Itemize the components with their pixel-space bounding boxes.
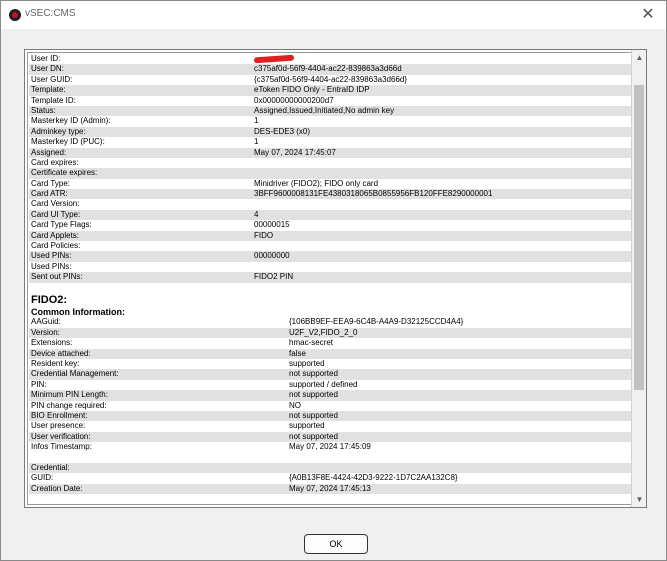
detail-value: 4: [254, 209, 259, 219]
scroll-down-icon[interactable]: ▼: [635, 495, 644, 504]
detail-value: Minidriver (FIDO2); FIDO only card: [254, 178, 379, 188]
detail-value: not supported: [289, 410, 338, 420]
detail-key: User ID:: [31, 54, 61, 63]
detail-row: [29, 484, 631, 494]
detail-value: eToken FIDO Only - EntraID IDP: [254, 85, 370, 95]
detail-key: Version:: [31, 327, 60, 337]
detail-key: Infos Timestamp:: [31, 442, 92, 452]
detail-key: Card Type:: [31, 178, 70, 188]
redaction-mark: [254, 55, 294, 64]
window-title: vSEC:CMS: [25, 8, 76, 19]
detail-row: [29, 401, 631, 411]
detail-key: Credential Management:: [31, 369, 119, 379]
detail-key: Used PINs:: [31, 261, 72, 271]
common-info-heading: Common Information:: [31, 306, 125, 317]
detail-row: [29, 241, 631, 251]
detail-key: Creation Date:: [31, 483, 83, 493]
detail-row: [29, 158, 631, 168]
detail-key: Masterkey ID (Admin):: [31, 116, 111, 126]
detail-value: DES-EDE3 (x0): [254, 126, 311, 136]
dialog-body: [2, 29, 665, 560]
detail-value: supported / defined: [289, 379, 358, 389]
app-logo-icon: [9, 9, 21, 21]
detail-value: {c375af0d-56f9-4404-ac22-839863a3d66d}: [254, 74, 408, 84]
detail-key: Card Policies:: [31, 241, 81, 251]
detail-row: [29, 272, 631, 282]
detail-row: [29, 231, 631, 241]
detail-key: Credential:: [31, 462, 70, 472]
details-list: [27, 52, 631, 505]
detail-value: false: [289, 348, 306, 358]
detail-row: [29, 54, 631, 64]
detail-value: 00000000: [254, 251, 290, 261]
detail-key: Card Version:: [31, 199, 80, 209]
scroll-thumb[interactable]: [634, 85, 644, 390]
detail-value: not supported: [289, 369, 338, 379]
detail-key: Card ATR:: [31, 189, 68, 199]
detail-row: [29, 210, 631, 220]
detail-key: User presence:: [31, 421, 86, 431]
detail-value: Assigned,Issued,Initiated,No admin key: [254, 105, 395, 115]
detail-row: [29, 199, 631, 209]
detail-value: 0x00000000000200d7: [254, 95, 334, 105]
detail-key: Card Applets:: [31, 230, 80, 240]
detail-row: [29, 317, 631, 327]
detail-value: FIDO: [254, 230, 274, 240]
detail-row: [29, 179, 631, 189]
detail-row: [29, 75, 631, 85]
detail-row: [29, 349, 631, 359]
detail-key: Resident key:: [31, 358, 80, 368]
detail-key: Card Type Flags:: [31, 220, 92, 230]
detail-key: Card UI Type:: [31, 209, 81, 219]
detail-value: U2F_V2,FIDO_2_0: [289, 327, 358, 337]
detail-value: {106BB9EF-EEA9-6C4B-A4A9-D32125CCD4A4}: [289, 317, 464, 327]
details-rows: [29, 54, 631, 494]
detail-row: [29, 432, 631, 442]
detail-value: 00000015: [254, 220, 290, 230]
detail-value: supported: [289, 358, 325, 368]
scroll-up-icon[interactable]: ▲: [635, 53, 644, 62]
section-spacer: [29, 283, 631, 293]
detail-value: May 07, 2024 17:45:07: [254, 147, 336, 157]
detail-row: [29, 390, 631, 400]
detail-key: Adminkey type:: [31, 126, 86, 136]
detail-key: AAGuid:: [31, 317, 61, 327]
detail-row: [29, 251, 631, 261]
detail-row: [29, 473, 631, 483]
detail-key: Sent out PINs:: [31, 272, 83, 282]
detail-row: [29, 116, 631, 126]
detail-key: User verification:: [31, 431, 91, 441]
detail-row: [29, 168, 631, 178]
detail-key: Masterkey ID (PUC):: [31, 137, 105, 147]
detail-key: Card expires:: [31, 157, 79, 167]
detail-value: supported: [289, 421, 325, 431]
detail-row: [29, 220, 631, 230]
vertical-scrollbar[interactable]: [631, 50, 646, 507]
detail-key: Assigned:: [31, 147, 67, 157]
detail-value: May 07, 2024 17:45:13: [289, 483, 371, 493]
detail-key: Template ID:: [31, 95, 76, 105]
detail-key: PIN change required:: [31, 400, 107, 410]
detail-value: not supported: [289, 431, 338, 441]
detail-row: [29, 338, 631, 348]
detail-value: 1: [254, 116, 259, 126]
detail-row: [29, 96, 631, 106]
detail-key: Minimum PIN Length:: [31, 390, 108, 400]
detail-row: [29, 262, 631, 272]
detail-row: [29, 328, 631, 338]
redacted-value: [254, 54, 294, 64]
detail-row: [29, 359, 631, 369]
detail-row: [29, 148, 631, 158]
title-bar: [1, 1, 666, 29]
detail-row: [29, 369, 631, 379]
detail-row: [29, 137, 631, 147]
detail-row: [29, 463, 631, 473]
detail-value: NO: [289, 400, 301, 410]
detail-row: [29, 85, 631, 95]
detail-key: User GUID:: [31, 74, 73, 84]
detail-row: [29, 380, 631, 390]
detail-key: GUID:: [31, 473, 54, 483]
detail-value: 3BFF9600008131FE4380318065B0855956FB120FFE8290000001: [254, 189, 493, 199]
detail-value: c375af0d-56f9-4404-ac22-839863a3d66d: [254, 64, 402, 74]
detail-row: [29, 421, 631, 431]
detail-key: Device attached:: [31, 348, 91, 358]
section-spacer: [29, 452, 631, 462]
detail-row: [29, 442, 631, 452]
detail-key: Status:: [31, 105, 56, 115]
detail-row: [29, 189, 631, 199]
detail-row: [29, 106, 631, 116]
ok-button[interactable]: OK: [304, 534, 368, 554]
detail-key: Certificate expires:: [31, 168, 98, 178]
details-panel: [24, 49, 647, 508]
detail-value: {A0B13F8E-4424-42D3-9222-1D7C2AA132C8}: [289, 473, 458, 483]
detail-value: not supported: [289, 390, 338, 400]
detail-key: Used PINs:: [31, 251, 72, 261]
detail-key: Extensions:: [31, 338, 73, 348]
close-button[interactable]: ✕: [641, 6, 655, 23]
detail-value: May 07, 2024 17:45:09: [289, 442, 371, 452]
detail-row: [29, 64, 631, 74]
detail-value: 1: [254, 137, 259, 147]
detail-row: [29, 127, 631, 137]
fido2-heading: FIDO2:: [31, 293, 68, 306]
detail-key: BIO Enrollment:: [31, 410, 88, 420]
detail-row: [29, 411, 631, 421]
detail-value: hmac-secret: [289, 338, 334, 348]
detail-value: FIDO2 PIN: [254, 272, 294, 282]
detail-key: User DN:: [31, 64, 64, 74]
detail-key: Template:: [31, 85, 66, 95]
detail-key: PIN:: [31, 379, 47, 389]
